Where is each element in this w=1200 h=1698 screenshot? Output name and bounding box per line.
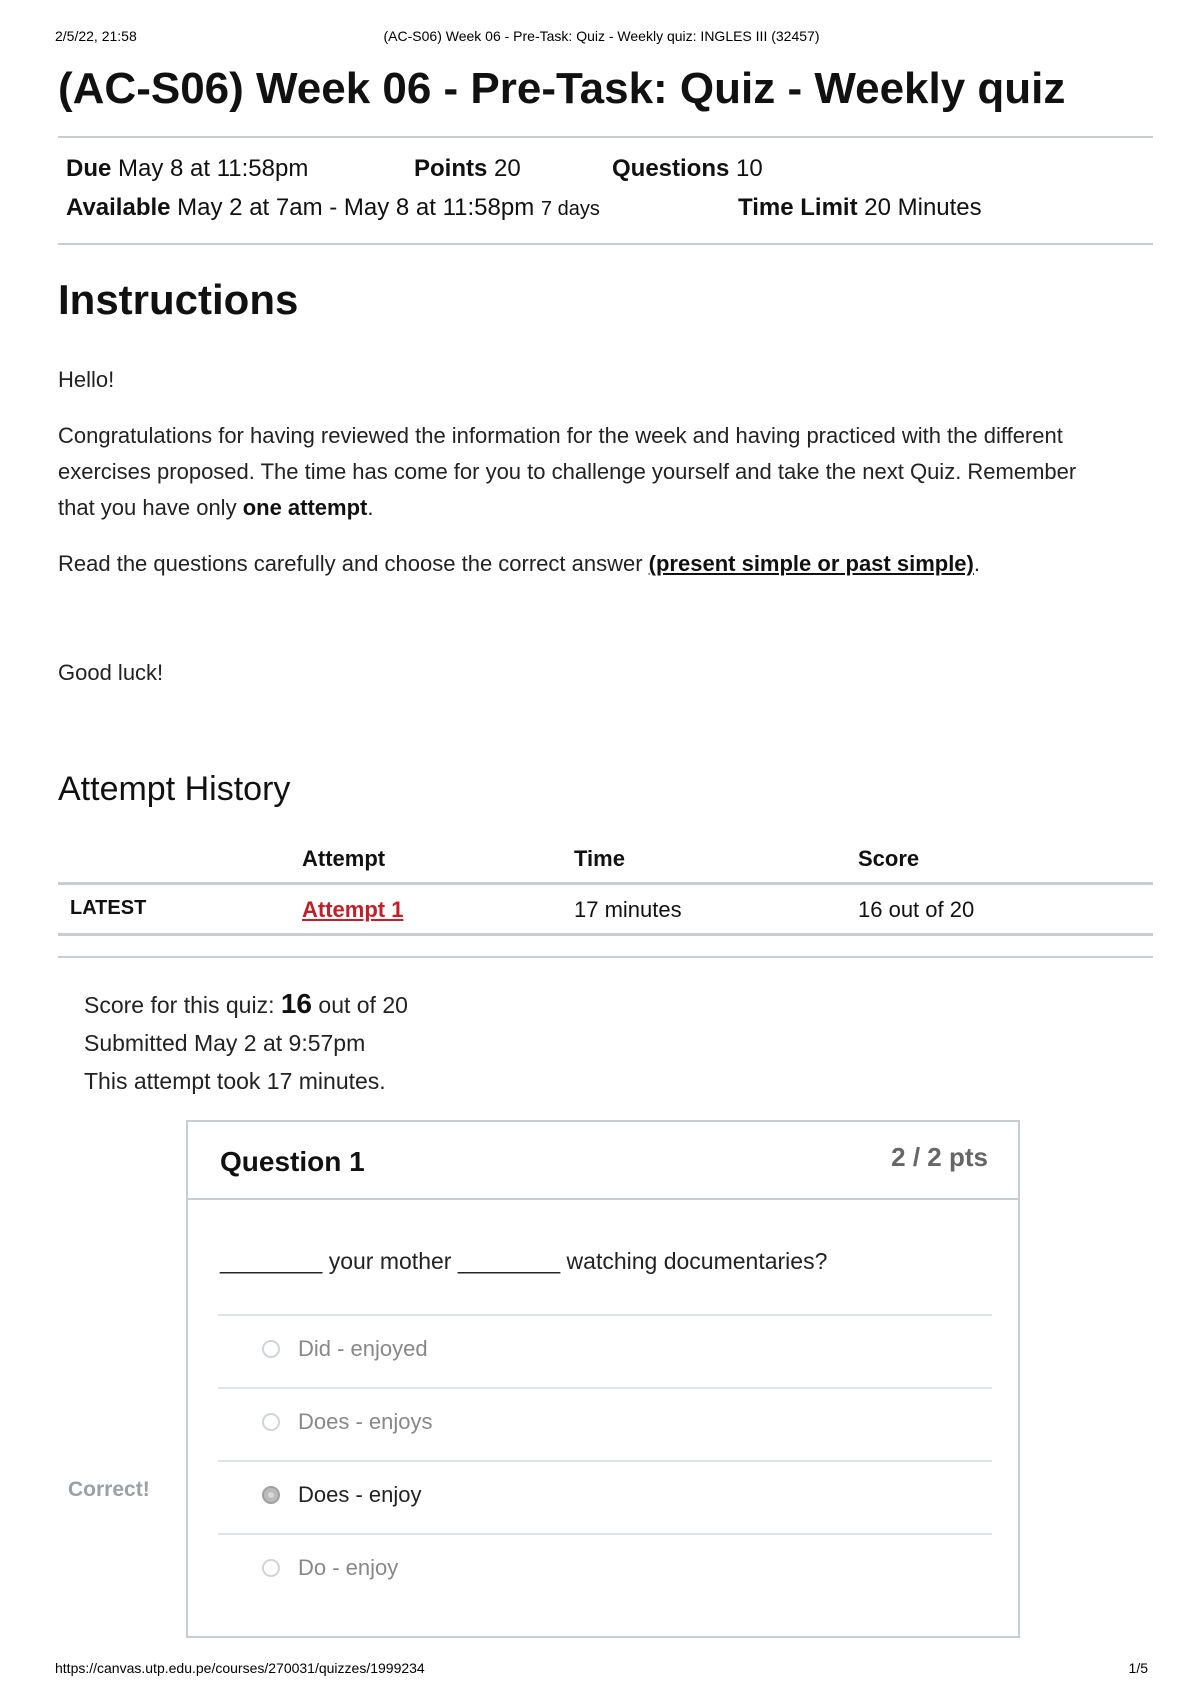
table-header-row — [58, 834, 1153, 885]
due-label: Due — [66, 155, 112, 182]
points-value: 20 — [494, 155, 521, 182]
attempt-time: 17 minutes — [574, 897, 682, 922]
questions-value: 10 — [736, 155, 763, 182]
print-doc-title: (AC-S06) Week 06 - Pre-Task: Quiz - Weekly quiz: INGLES III (32457) — [383, 28, 820, 44]
quiz-details-row-1 — [66, 155, 763, 183]
p2-text: Read the questions carefully and choose the correct answer — [58, 551, 649, 576]
attempt-history-title: Attempt History — [58, 770, 291, 808]
due-value: May 8 at 11:58pm — [118, 155, 309, 182]
print-footer — [55, 1660, 1148, 1676]
time-limit-value: 20 Minutes — [864, 194, 982, 221]
print-page-number: 1/5 — [1128, 1660, 1148, 1676]
question-points: 2 / 2 pts — [891, 1142, 988, 1172]
column-header-score: Score — [858, 846, 920, 871]
print-datetime: 2/5/22, 21:58 — [55, 28, 137, 44]
radio-icon[interactable] — [262, 1559, 280, 1577]
instructions-title: Instructions — [58, 276, 299, 323]
due-detail — [66, 155, 308, 182]
answer-option[interactable] — [218, 1533, 992, 1607]
answer-option[interactable] — [218, 1314, 992, 1388]
points-detail — [414, 155, 521, 183]
duration-line: This attempt took 17 minutes. — [84, 1068, 386, 1094]
latest-label: LATEST — [70, 897, 147, 919]
correct-answer-tag: Correct! — [68, 1478, 150, 1501]
column-header-attempt: Attempt — [302, 846, 386, 871]
question-text: ________ your mother ________ watching documentaries? — [220, 1248, 828, 1274]
p1-text: Congratulations for having reviewed the information for the week and having practiced with the different exercises proposed. The time has come for you to challenge yourself and take the next Quiz. Remember that you have only — [58, 423, 1077, 520]
column-header-time: Time — [574, 846, 625, 871]
answer-label: Does - enjoy — [298, 1482, 422, 1507]
score-summary — [84, 985, 408, 1100]
instructions-paragraph-2 — [58, 546, 1118, 582]
score-prefix: Score for this quiz: — [84, 992, 281, 1018]
attempt-1-link[interactable]: Attempt 1 — [302, 897, 404, 922]
available-duration: 7 days — [540, 198, 600, 220]
time-limit-label: Time Limit — [738, 194, 858, 221]
answer-option-selected[interactable] — [218, 1460, 992, 1534]
answer-option[interactable] — [218, 1387, 992, 1461]
score-suffix: out of 20 — [312, 992, 408, 1018]
divider — [58, 136, 1153, 138]
print-header — [55, 28, 1148, 44]
table-row — [58, 885, 1153, 936]
p1-end: . — [367, 495, 374, 520]
one-attempt-emphasis: one attempt — [242, 495, 368, 520]
instructions-hello: Hello! — [58, 367, 115, 392]
attempt-score: 16 out of 20 — [858, 897, 975, 922]
answer-label: Did - enjoyed — [298, 1336, 428, 1361]
radio-selected-icon[interactable] — [262, 1486, 280, 1504]
instructions-good-luck: Good luck! — [58, 660, 164, 685]
available-value: May 2 at 7am - May 8 at 11:58pm — [177, 194, 535, 221]
print-url: https://canvas.utp.edu.pe/courses/270031/quizzes/1999234 — [55, 1660, 425, 1676]
p2-end: . — [973, 551, 980, 576]
answer-label: Do - enjoy — [298, 1555, 399, 1580]
page-title: (AC-S06) Week 06 - Pre-Task: Quiz - Weekly quiz — [58, 64, 1066, 113]
available-label: Available — [66, 194, 171, 221]
attempt-history-table — [58, 834, 1153, 936]
questions-detail — [612, 155, 763, 183]
divider — [58, 243, 1153, 245]
questions-label: Questions — [612, 155, 730, 182]
radio-icon[interactable] — [262, 1413, 280, 1431]
submitted-line: Submitted May 2 at 9:57pm — [84, 1030, 366, 1056]
instructions-paragraph-1 — [58, 418, 1118, 526]
score-value: 16 — [280, 988, 313, 1019]
question-header — [188, 1122, 1018, 1200]
question-title: Question 1 — [220, 1146, 365, 1177]
divider — [58, 956, 1153, 958]
points-label: Points — [414, 155, 488, 182]
quiz-score-line — [84, 985, 408, 1024]
answer-label: Does - enjoys — [298, 1409, 433, 1434]
quiz-details-row-2 — [66, 194, 982, 222]
available-detail — [66, 194, 600, 221]
question-card — [186, 1120, 1020, 1638]
radio-icon[interactable] — [262, 1340, 280, 1358]
time-limit-detail — [738, 194, 982, 222]
tense-hint: (present simple or past simple) — [648, 551, 974, 576]
